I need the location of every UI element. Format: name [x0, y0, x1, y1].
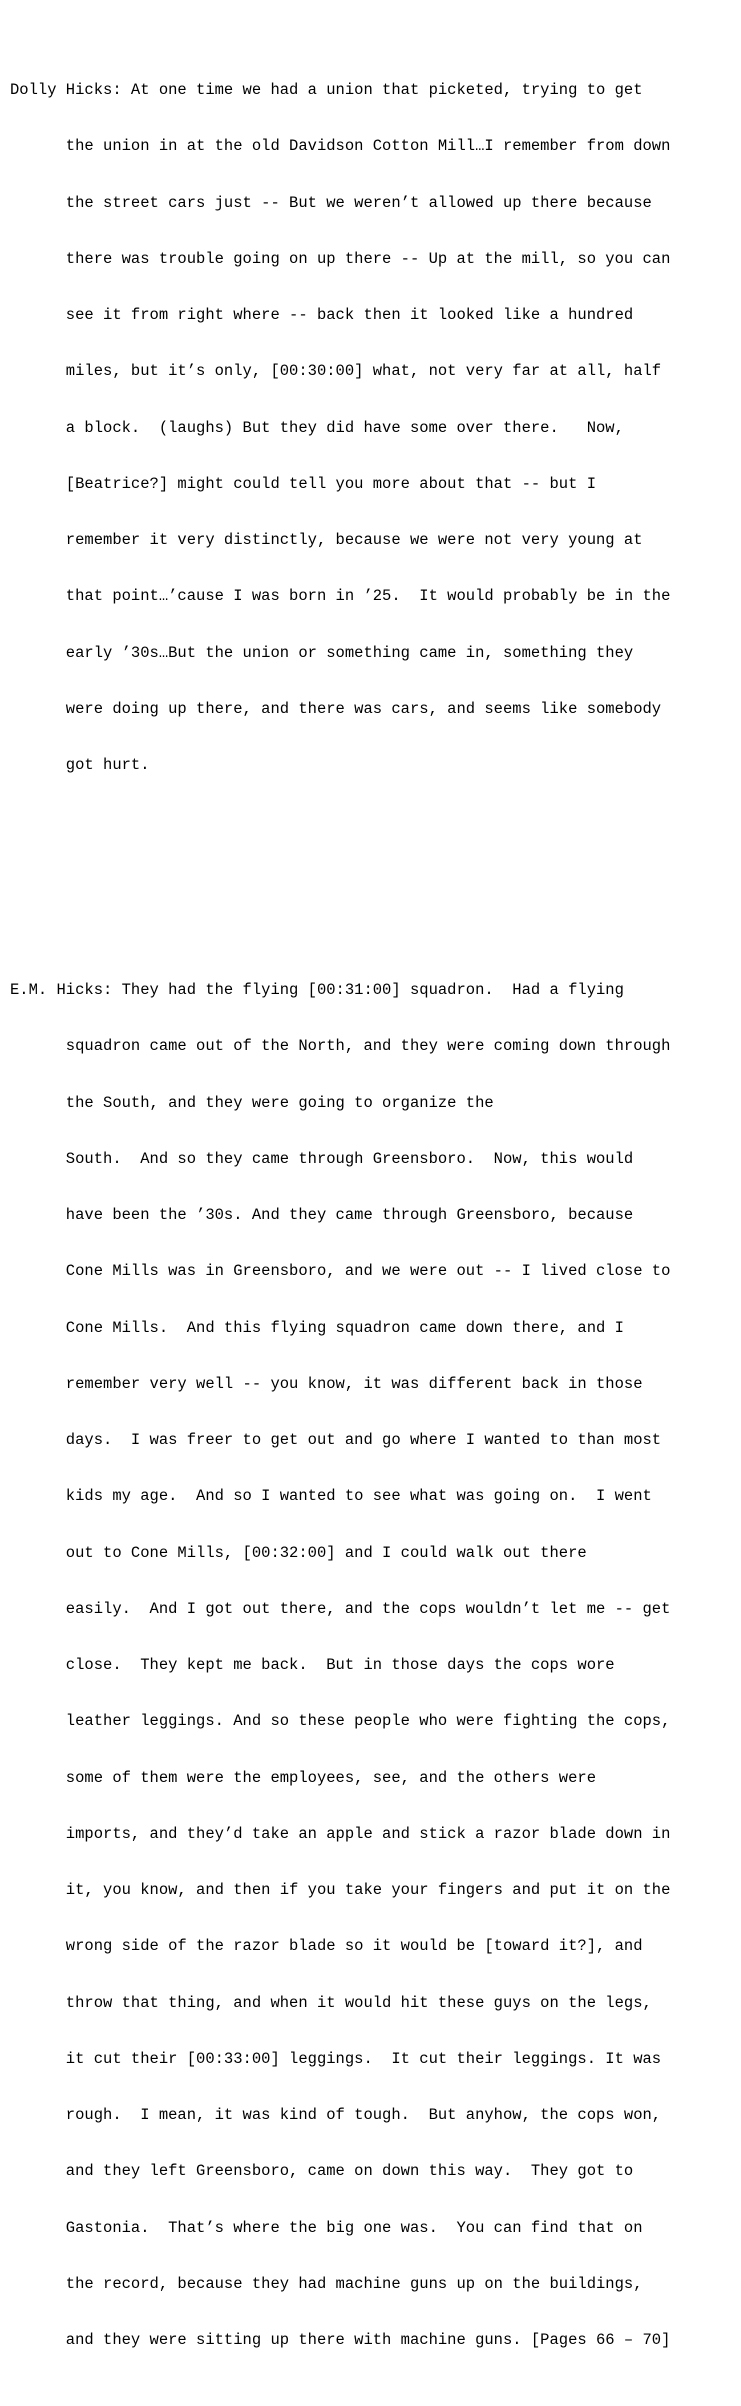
transcript-line: the South, and they were going to organize the: [10, 1093, 494, 1112]
transcript-document: [10, 6, 735, 2406]
em-hicks-turn: [10, 944, 735, 2388]
transcript-line: E.M. Hicks: They had the flying [00:31:00] squadron. Had a flying: [10, 981, 624, 999]
transcript-line: squadron came out of the North, and they were coming down through: [10, 1037, 671, 1056]
transcript-line: that point…’cause I was born in ’25. It would probably be in the: [10, 587, 671, 606]
transcript-line: and they left Greensboro, came on down this way. They got to: [10, 2162, 634, 2181]
transcript-line: got hurt.: [10, 756, 150, 774]
transcript-line: there was trouble going on up there -- Up at the mill, so you can: [10, 249, 671, 268]
transcript-line: South. And so they came through Greensboro. Now, this would: [10, 1149, 634, 1168]
transcript-line: Cone Mills was in Greensboro, and we were out -- I lived close to: [10, 1262, 671, 1281]
transcript-line: kids my age. And so I wanted to see what was going on. I went: [10, 1487, 652, 1506]
transcript-line: the union in at the old Davidson Cotton Mill…I remember from down: [10, 137, 671, 156]
transcript-line: were doing up there, and there was cars, and seems like somebody: [10, 699, 662, 718]
transcript-line: it cut their [00:33:00] leggings. It cut their leggings. It was: [10, 2049, 662, 2068]
transcript-line: a block. (laughs) But they did have some over there. Now,: [10, 418, 624, 437]
transcript-line: remember it very distinctly, because we were not very young at: [10, 531, 643, 549]
transcript-line: Gastonia. That’s where the big one was. You can find that on: [10, 2218, 643, 2237]
transcript-line: rough. I mean, it was kind of tough. But anyhow, the cops won,: [10, 2106, 662, 2124]
transcript-line: Dolly Hicks: At one time we had a union that picketed, trying to get: [10, 81, 643, 99]
transcript-line: remember very well -- you know, it was different back in those: [10, 1374, 643, 1393]
transcript-line: miles, but it’s only, [00:30:00] what, not very far at all, half: [10, 362, 662, 381]
transcript-line: throw that thing, and when it would hit these guys on the legs,: [10, 1993, 652, 2012]
transcript-line: early ’30s…But the union or something came in, something they: [10, 643, 634, 662]
transcript-line: and they were sitting up there with machine guns. [Pages 66 – 70]: [10, 2331, 671, 2349]
transcript-line: leather leggings. And so these people who were fighting the cops,: [10, 1712, 671, 1731]
paragraph-gap: [10, 869, 735, 888]
transcript-line: close. They kept me back. But in those days the cops wore: [10, 1656, 615, 1674]
transcript-line: the street cars just -- But we weren’t allowed up there because: [10, 193, 652, 212]
transcript-line: wrong side of the razor blade so it would be [toward it?], and: [10, 1937, 643, 1956]
transcript-line: it, you know, and then if you take your fingers and put it on the: [10, 1881, 671, 1899]
transcript-line: days. I was freer to get out and go where I wanted to than most: [10, 1431, 662, 1449]
transcript-line: see it from right where -- back then it looked like a hundred: [10, 306, 634, 324]
transcript-line: imports, and they’d take an apple and stick a razor blade down in: [10, 1824, 671, 1843]
transcript-line: some of them were the employees, see, and the others were: [10, 1768, 596, 1787]
dolly-hicks-turn: [10, 44, 735, 813]
transcript-line: Cone Mills. And this flying squadron came down there, and I: [10, 1318, 624, 1337]
transcript-line: out to Cone Mills, [00:32:00] and I could walk out there: [10, 1543, 587, 1562]
transcript-line: the record, because they had machine guns up on the buildings,: [10, 2274, 643, 2293]
transcript-line: [Beatrice?] might could tell you more about that -- but I: [10, 474, 596, 493]
transcript-line: easily. And I got out there, and the cops wouldn’t let me -- get: [10, 1599, 671, 1618]
transcript-line: have been the ’30s. And they came through Greensboro, because: [10, 1206, 634, 1224]
